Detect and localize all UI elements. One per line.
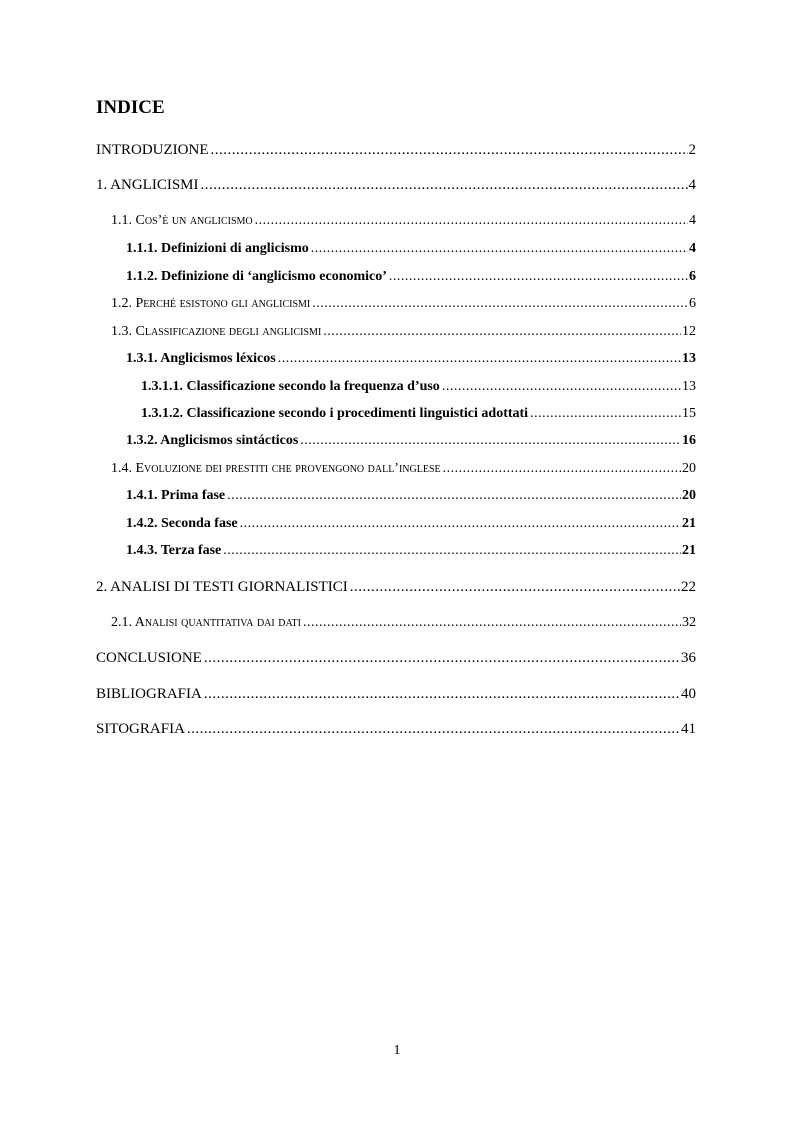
toc-entry-page: 16: [682, 433, 696, 448]
toc-entry-title: 1.1. Cos’è un anglicismo: [111, 213, 253, 228]
page-title: INDICE: [96, 97, 165, 118]
dot-leader: [255, 211, 688, 231]
toc-entry-page: 21: [682, 543, 696, 558]
toc-entry-page: 4: [688, 177, 696, 193]
toc-entry-terza-fase[interactable]: [126, 541, 696, 561]
toc-entry-cos-e-un-anglicismo[interactable]: [111, 211, 696, 231]
toc-entry-anglicismo-economico[interactable]: [126, 267, 696, 287]
dot-leader: [204, 684, 680, 704]
dot-leader: [240, 514, 681, 534]
toc-entry-page: 6: [689, 269, 696, 284]
toc-entry-title: BIBLIOGRAFIA: [96, 686, 202, 702]
toc-entry-page: 2: [688, 142, 696, 158]
toc-entry-title: 1.2. Perché esistono gli anglicismi: [111, 296, 311, 311]
toc-entry-page: 20: [682, 461, 696, 476]
toc-entry-page: 13: [682, 351, 696, 366]
toc-entry-bibliografia[interactable]: [96, 684, 696, 704]
toc-entry-sitografia[interactable]: [96, 719, 696, 739]
toc-entry-anglicismos-lexicos[interactable]: [126, 349, 696, 369]
toc-entry-page: 6: [689, 296, 696, 311]
dot-leader: [312, 294, 688, 314]
dot-leader: [278, 349, 681, 369]
toc-entry-title: 1.1.2. Definizione di ‘anglicismo economico’: [126, 269, 387, 284]
toc-entry-title: 1.3.1.2. Classificazione secondo i procedimenti linguistici adottati: [141, 406, 529, 421]
toc-entry-anglicismi[interactable]: [96, 175, 696, 195]
toc-entry-seconda-fase[interactable]: [126, 514, 696, 534]
toc-entry-analisi-testi[interactable]: [96, 577, 696, 597]
dot-leader: [300, 431, 681, 451]
toc-entry-introduzione[interactable]: [96, 140, 696, 160]
dot-leader: [443, 459, 681, 479]
dot-leader: [223, 541, 681, 561]
toc-entry-frequenza-uso[interactable]: [141, 377, 696, 397]
toc-entry-title: CONCLUSIONE: [96, 650, 202, 666]
toc-entry-page: 40: [681, 686, 696, 702]
toc-entry-page: 4: [689, 241, 696, 256]
toc-entry-perche-esistono[interactable]: [111, 294, 696, 314]
toc-entry-title: 1.3. Classificazione degli anglicismi: [111, 324, 322, 339]
toc-entry-title: 1.4.3. Terza fase: [126, 543, 222, 558]
toc-entry-classificazione[interactable]: [111, 322, 696, 342]
dot-leader: [530, 404, 681, 424]
toc-entry-page: 21: [682, 516, 696, 531]
toc-entry-procedimenti-linguistici[interactable]: [141, 404, 696, 424]
toc-entry-page: 4: [689, 213, 696, 228]
dot-leader: [442, 377, 681, 397]
toc-entry-page: 12: [682, 324, 696, 339]
toc-entry-title: SITOGRAFIA: [96, 721, 185, 737]
dot-leader: [350, 577, 680, 597]
dot-leader: [311, 239, 688, 259]
toc-entry-page: 36: [681, 650, 696, 666]
toc-entry-title: 1.4. Evoluzione dei prestiti che provengono dall’inglese: [111, 461, 441, 476]
toc-entry-title: 1.3.1.1. Classificazione secondo la frequenza d’uso: [141, 379, 440, 394]
toc-entry-page: 15: [682, 406, 696, 421]
dot-leader: [389, 267, 688, 287]
toc-entry-page: 20: [682, 488, 696, 503]
toc-entry-anglicismos-sintacticos[interactable]: [126, 431, 696, 451]
page-number: 1: [393, 1043, 401, 1058]
toc-entry-page: 32: [682, 615, 696, 630]
dot-leader: [187, 719, 680, 739]
toc-entry-title: 1.4.1. Prima fase: [126, 488, 226, 503]
dot-leader: [210, 140, 687, 160]
dot-leader: [201, 175, 688, 195]
toc-entry-title: 1.1.1. Definizioni di anglicismo: [126, 241, 309, 256]
toc-entry-page: 41: [681, 721, 696, 737]
toc-entry-page: 22: [681, 579, 696, 595]
toc-entry-title: INTRODUZIONE: [96, 142, 209, 158]
dot-leader: [204, 648, 680, 668]
toc-entry-prima-fase[interactable]: [126, 486, 696, 506]
dot-leader: [323, 322, 681, 342]
toc-entry-evoluzione-prestiti[interactable]: [111, 459, 696, 479]
toc-entry-conclusione[interactable]: [96, 648, 696, 668]
toc-entry-title: 1.3.2. Anglicismos sintácticos: [126, 433, 299, 448]
toc-entry-title: 1. ANGLICISMI: [96, 177, 199, 193]
toc-entry-title: 1.3.1. Anglicismos léxicos: [126, 351, 276, 366]
toc-entry-analisi-quantitativa[interactable]: [111, 613, 696, 633]
toc-entry-page: 13: [682, 379, 696, 394]
toc-entry-title: 2. ANALISI DI TESTI GIORNALISTICI: [96, 579, 348, 595]
dot-leader: [227, 486, 681, 506]
toc-entry-definizioni-di-anglicismo[interactable]: [126, 239, 696, 259]
toc-entry-title: 1.4.2. Seconda fase: [126, 516, 238, 531]
toc-entry-title: 2.1. Analisi quantitativa dai dati: [111, 615, 301, 630]
dot-leader: [303, 613, 681, 633]
